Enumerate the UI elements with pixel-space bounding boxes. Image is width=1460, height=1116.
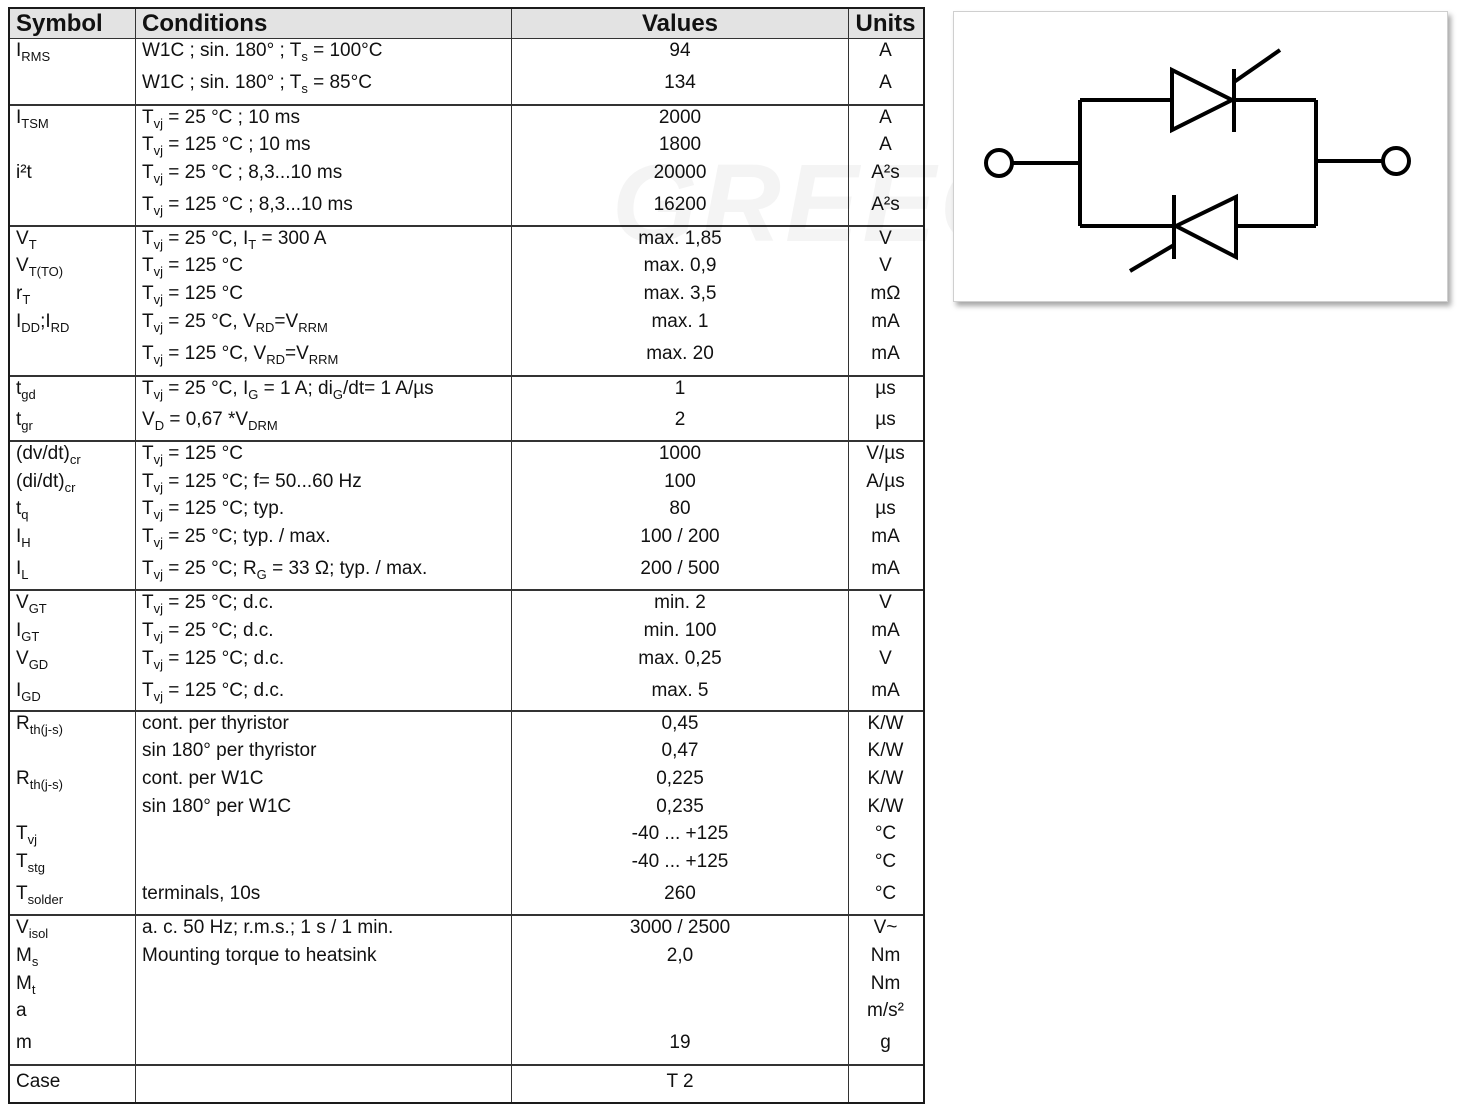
left-terminal-icon <box>986 150 1012 176</box>
text-segment: I <box>16 40 22 61</box>
symbol-cell <box>16 680 41 702</box>
value-cell: 19 <box>669 1032 691 1053</box>
subscript: gd <box>21 387 36 402</box>
value-cell: max. 1,85 <box>638 228 722 249</box>
text-segment: = 25 °C; d.c. <box>163 620 274 641</box>
symbol-cell <box>16 498 29 520</box>
symbol-cell <box>16 443 81 465</box>
text-segment: sin 180° per W1C <box>142 796 292 817</box>
symbol-cell <box>16 713 63 735</box>
subscript: vj <box>153 689 163 704</box>
unit-cell: mA <box>871 526 900 547</box>
condition-cell <box>142 620 274 642</box>
subscript: GD <box>21 689 41 704</box>
unit-cell: A <box>879 40 892 61</box>
text-segment: T <box>142 558 154 579</box>
condition-cell <box>142 648 284 670</box>
subscript: vj <box>153 507 163 522</box>
subscript: DD <box>21 320 41 335</box>
subscript: G <box>256 567 267 582</box>
group-divider <box>10 710 923 712</box>
unit-cell: V <box>879 648 892 669</box>
value-cell: 1800 <box>658 134 702 155</box>
subscript: isol <box>28 926 49 941</box>
text-segment: = 33 Ω; typ. / max. <box>266 558 428 579</box>
unit-cell: A/µs <box>866 471 905 492</box>
subscript: cr <box>69 452 81 467</box>
text-segment: = 125 °C ; 8,3...10 ms <box>163 194 353 215</box>
group-divider <box>10 375 923 377</box>
unit-cell: m/s² <box>867 1000 904 1021</box>
text-segment: M <box>16 973 32 994</box>
unit-cell: mΩ <box>870 283 901 304</box>
text-segment: T <box>142 283 154 304</box>
subscript: GD <box>28 657 49 672</box>
top-thyristor-icon <box>1172 70 1232 130</box>
subscript: vj <box>153 567 163 582</box>
unit-cell: A <box>879 107 892 128</box>
text-segment: T <box>142 526 154 547</box>
condition-cell <box>142 471 362 493</box>
value-cell: -40 ... +125 <box>631 851 729 872</box>
column-divider <box>135 9 136 1102</box>
value-cell: 2000 <box>658 107 702 128</box>
text-segment: = 25 °C, V <box>163 311 256 332</box>
symbol-cell <box>16 228 37 250</box>
symbol-cell <box>16 283 30 305</box>
subscript: s <box>301 49 308 64</box>
text-segment: T <box>142 378 154 399</box>
text-segment: T <box>142 107 154 128</box>
symbol-cell <box>16 917 48 939</box>
condition-cell <box>142 713 289 735</box>
subscript: vj <box>153 264 163 279</box>
condition-cell <box>142 592 274 614</box>
value-cell: 1 <box>674 378 686 399</box>
condition-cell <box>142 796 291 818</box>
text-segment: sin 180° per thyristor <box>142 740 317 761</box>
subscript: RD <box>50 320 70 335</box>
condition-cell <box>142 72 372 94</box>
text-segment: Case <box>16 1071 61 1092</box>
table-header <box>10 9 923 39</box>
group-divider <box>10 589 923 591</box>
text-segment: W1C ; sin. 180° ; T <box>142 40 302 61</box>
subscript: vj <box>27 832 37 847</box>
condition-cell <box>142 740 316 762</box>
value-cell: 20000 <box>653 162 707 183</box>
unit-cell: mA <box>871 620 900 641</box>
subscript: G <box>332 387 343 402</box>
condition-cell <box>142 558 427 580</box>
symbol-cell <box>16 526 31 548</box>
text-segment: = 25 °C ; 10 ms <box>163 107 300 128</box>
subscript: G <box>248 387 259 402</box>
thyristor-symbol-icon <box>954 12 1449 303</box>
subscript: H <box>21 535 31 550</box>
text-segment: T <box>142 471 154 492</box>
unit-cell: mA <box>871 343 900 364</box>
text-segment: (di/dt) <box>16 471 65 492</box>
text-segment: V <box>16 592 29 613</box>
value-cell: 80 <box>669 498 691 519</box>
value-cell: 100 <box>664 471 696 492</box>
text-segment: T <box>142 648 154 669</box>
text-segment: I <box>16 558 22 579</box>
unit-cell: K/W <box>867 713 904 734</box>
value-cell: 2 <box>674 409 686 430</box>
unit-cell: V <box>879 255 892 276</box>
bottom-thyristor-icon <box>1176 197 1236 257</box>
subscript: vj <box>153 601 163 616</box>
header-values: Values <box>641 10 719 37</box>
symbol-cell <box>16 409 33 431</box>
text-segment: T <box>16 851 28 872</box>
unit-cell: A²s <box>871 194 900 215</box>
text-segment: T <box>16 823 28 844</box>
value-cell: -40 ... +125 <box>631 823 729 844</box>
subscript: vj <box>153 237 163 252</box>
condition-cell <box>142 228 326 250</box>
text-segment: V <box>16 648 29 669</box>
value-cell: 0,225 <box>656 768 704 789</box>
text-segment: I <box>16 620 22 641</box>
schematic-diagram <box>953 11 1448 302</box>
text-segment: T <box>142 620 154 641</box>
header-symbol: Symbol <box>16 10 103 37</box>
text-segment: I <box>16 311 22 332</box>
text-segment: = 125 °C <box>163 443 243 464</box>
subscript: vj <box>153 292 163 307</box>
unit-cell: mA <box>871 680 900 701</box>
condition-cell <box>142 283 243 305</box>
text-segment: T <box>142 255 154 276</box>
subscript: T <box>28 237 37 252</box>
subscript: q <box>21 507 29 522</box>
text-segment: M <box>16 945 32 966</box>
condition-cell <box>142 134 311 156</box>
right-terminal-icon <box>1383 148 1409 174</box>
unit-cell: µs <box>875 409 896 430</box>
symbol-cell <box>16 162 32 184</box>
text-segment: V <box>16 228 29 249</box>
text-segment: T <box>142 443 154 464</box>
unit-cell: K/W <box>867 740 904 761</box>
symbol-cell <box>16 945 38 967</box>
subscript: vj <box>153 116 163 131</box>
subscript: vj <box>153 171 163 186</box>
group-divider <box>10 104 923 106</box>
condition-cell <box>142 680 284 702</box>
text-segment: = 125 °C; d.c. <box>163 648 285 669</box>
header-conditions: Conditions <box>142 10 268 37</box>
subscript: T <box>248 237 257 252</box>
subscript: TSM <box>21 116 49 131</box>
subscript: vj <box>153 143 163 158</box>
text-segment: R <box>16 768 30 789</box>
condition-cell <box>142 162 342 184</box>
unit-cell: g <box>880 1032 891 1053</box>
condition-cell <box>142 311 328 333</box>
text-segment: = 125 °C <box>163 283 243 304</box>
value-cell: min. 100 <box>643 620 717 641</box>
condition-cell <box>142 498 284 520</box>
condition-cell <box>142 255 243 277</box>
value-cell: max. 0,25 <box>638 648 722 669</box>
value-cell: min. 2 <box>654 592 706 613</box>
text-segment: = 125 °C; d.c. <box>163 680 285 701</box>
symbol-cell <box>16 768 63 790</box>
subscript: vj <box>153 387 163 402</box>
text-segment: = 300 A <box>256 228 327 249</box>
subscript: GT <box>28 601 47 616</box>
value-cell: 260 <box>664 883 696 904</box>
text-segment: R <box>16 713 30 734</box>
text-segment: = 85°C <box>307 72 372 93</box>
condition-cell <box>142 768 263 790</box>
unit-cell: mA <box>871 558 900 579</box>
text-segment: ;I <box>40 311 51 332</box>
text-segment: = 125 °C; f= 50...60 Hz <box>163 471 362 492</box>
subscript: s <box>31 954 39 969</box>
value-cell: 0,45 <box>661 713 699 734</box>
unit-cell: °C <box>874 823 897 844</box>
subscript: vj <box>153 203 163 218</box>
unit-cell: µs <box>875 498 896 519</box>
unit-cell: Nm <box>870 945 901 966</box>
text-segment: i²t <box>16 162 32 183</box>
subscript: RD <box>266 352 285 367</box>
value-cell: max. 3,5 <box>643 283 717 304</box>
value-cell: 16200 <box>653 194 707 215</box>
unit-cell: A <box>879 134 892 155</box>
text-segment: = 1 A; di <box>258 378 333 399</box>
condition-cell <box>142 107 300 129</box>
text-segment: t <box>16 378 22 399</box>
condition-cell <box>142 378 434 400</box>
condition-cell <box>142 917 393 939</box>
subscript: vj <box>153 452 163 467</box>
symbol-cell <box>16 1071 60 1093</box>
text-segment: = 25 °C, I <box>163 378 249 399</box>
text-segment: /dt= 1 A/µs <box>342 378 434 399</box>
value-cell: max. 20 <box>646 343 714 364</box>
value-cell: 0,47 <box>661 740 699 761</box>
subscript: s <box>301 81 308 96</box>
symbol-cell <box>16 378 36 400</box>
symbol-cell <box>16 107 49 129</box>
text-segment: = 125 °C; typ. <box>163 498 285 519</box>
condition-cell <box>142 343 338 365</box>
subscript: L <box>21 567 29 582</box>
subscript: vj <box>153 535 163 550</box>
text-segment: = 125 °C, V <box>163 343 267 364</box>
value-cell: 3000 / 2500 <box>629 917 731 938</box>
unit-cell: V/µs <box>866 443 905 464</box>
value-cell: 200 / 500 <box>640 558 720 579</box>
subscript: vj <box>153 657 163 672</box>
text-segment: = 125 °C <box>163 255 243 276</box>
text-segment: T <box>142 134 154 155</box>
value-cell: 100 / 200 <box>640 526 720 547</box>
unit-cell: °C <box>874 883 897 904</box>
symbol-cell <box>16 40 50 62</box>
subscript: cr <box>64 480 76 495</box>
subscript: RRM <box>308 352 339 367</box>
text-segment: cont. per W1C <box>142 768 264 789</box>
condition-cell <box>142 443 243 465</box>
unit-cell: A <box>879 72 892 93</box>
value-cell: 1000 <box>658 443 702 464</box>
text-segment: a <box>16 1000 27 1021</box>
condition-cell <box>142 194 353 216</box>
text-segment: V <box>16 917 29 938</box>
value-cell: 94 <box>669 40 691 61</box>
symbol-cell <box>16 592 47 614</box>
text-segment: m <box>16 1032 32 1053</box>
text-segment: T <box>142 311 154 332</box>
unit-cell: V <box>879 592 892 613</box>
text-segment: W1C ; sin. 180° ; T <box>142 72 302 93</box>
group-divider <box>10 440 923 442</box>
subscript: t <box>31 982 36 997</box>
symbol-cell <box>16 823 37 845</box>
condition-cell <box>142 40 383 62</box>
text-segment: V <box>142 409 155 430</box>
text-segment: = 25 °C; d.c. <box>163 592 274 613</box>
header-units: Units <box>855 10 916 37</box>
text-segment: = 125 °C ; 10 ms <box>163 134 311 155</box>
group-divider <box>10 914 923 916</box>
group-divider <box>10 1064 923 1066</box>
condition-cell <box>142 883 260 905</box>
symbol-cell <box>16 471 75 493</box>
subscript: vj <box>153 320 163 335</box>
unit-cell: K/W <box>867 768 904 789</box>
text-segment: T <box>142 194 154 215</box>
symbol-cell <box>16 1000 27 1022</box>
subscript: vj <box>153 352 163 367</box>
subscript: RMS <box>21 49 51 64</box>
text-segment: T <box>142 162 154 183</box>
value-cell: 134 <box>664 72 696 93</box>
group-divider <box>10 225 923 227</box>
unit-cell: A²s <box>871 162 900 183</box>
text-segment: = 25 °C ; 8,3...10 ms <box>163 162 343 183</box>
parameters-table <box>8 7 925 1104</box>
subscript: vj <box>153 480 163 495</box>
unit-cell: V <box>879 228 892 249</box>
subscript: vj <box>153 629 163 644</box>
symbol-cell <box>16 255 63 277</box>
text-segment: a. c. 50 Hz; r.m.s.; 1 s / 1 min. <box>142 917 394 938</box>
subscript: D <box>154 418 165 433</box>
subscript: solder <box>27 892 64 907</box>
text-segment: =V <box>274 311 299 332</box>
subscript: RRM <box>298 320 328 335</box>
text-segment: = 0,67 *V <box>164 409 249 430</box>
symbol-cell <box>16 1032 32 1054</box>
symbol-cell <box>16 851 45 873</box>
text-segment: I <box>16 680 22 701</box>
text-segment: T <box>142 680 154 701</box>
text-segment: = 25 °C; R <box>163 558 257 579</box>
symbol-cell <box>16 558 29 580</box>
subscript: T <box>22 292 31 307</box>
subscript: th(j-s) <box>29 722 63 737</box>
value-cell: T 2 <box>666 1071 694 1092</box>
subscript: th(j-s) <box>29 777 63 792</box>
symbol-cell <box>16 311 69 333</box>
subscript: RD <box>255 320 275 335</box>
symbol-cell <box>16 620 39 642</box>
text-segment: =V <box>284 343 309 364</box>
text-segment: r <box>16 283 23 304</box>
text-segment: I <box>16 526 22 547</box>
text-segment: t <box>16 409 22 430</box>
subscript: stg <box>27 860 45 875</box>
unit-cell: Nm <box>870 973 901 994</box>
unit-cell: µs <box>875 378 896 399</box>
text-segment: T <box>142 498 154 519</box>
text-segment: = 25 °C; typ. / max. <box>163 526 331 547</box>
text-segment: = 100°C <box>307 40 383 61</box>
text-segment: cont. per thyristor <box>142 713 289 734</box>
text-segment: T <box>142 592 154 613</box>
subscript: T(TO) <box>28 264 64 279</box>
value-cell: max. 1 <box>651 311 709 332</box>
value-cell: max. 0,9 <box>643 255 717 276</box>
condition-cell <box>142 409 278 431</box>
text-segment: Mounting torque to heatsink <box>142 945 377 966</box>
symbol-cell <box>16 648 48 670</box>
unit-cell: °C <box>874 851 897 872</box>
symbol-cell <box>16 973 35 995</box>
value-cell: 2,0 <box>666 945 694 966</box>
subscript: GT <box>21 629 40 644</box>
text-segment: t <box>16 498 22 519</box>
unit-cell: V~ <box>873 917 898 938</box>
value-cell: max. 5 <box>651 680 709 701</box>
unit-cell: K/W <box>867 796 904 817</box>
text-segment: V <box>16 255 29 276</box>
text-segment: T <box>142 343 154 364</box>
text-segment: T <box>16 883 28 904</box>
text-segment: = 25 °C, I <box>163 228 249 249</box>
condition-cell <box>142 526 331 548</box>
value-cell: 0,235 <box>656 796 704 817</box>
subscript: gr <box>21 418 33 433</box>
unit-cell: mA <box>871 311 900 332</box>
text-segment: (dv/dt) <box>16 443 70 464</box>
condition-cell <box>142 945 377 967</box>
subscript: DRM <box>248 418 278 433</box>
text-segment: terminals, 10s <box>142 883 261 904</box>
text-segment: I <box>16 107 22 128</box>
text-segment: T <box>142 228 154 249</box>
symbol-cell <box>16 883 63 905</box>
